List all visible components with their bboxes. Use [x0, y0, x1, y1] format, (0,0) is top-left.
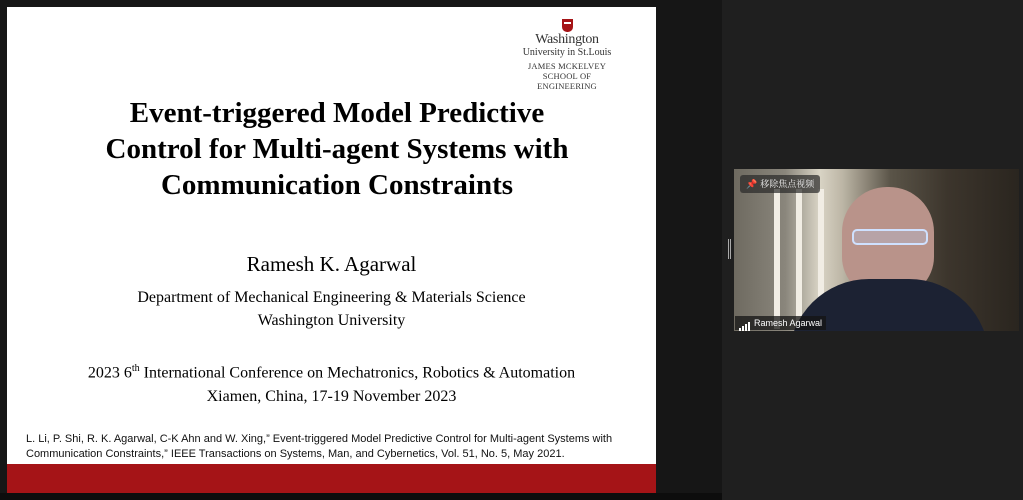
author-name: Ramesh K. Agarwal — [246, 252, 417, 276]
conference-ordinal: th — [131, 363, 140, 374]
participant-name-tag — [735, 316, 826, 330]
logo-line-3: JAMES MCKELVEY — [527, 61, 607, 71]
logo-line-1: Washington — [535, 32, 599, 47]
conference-info — [7, 357, 656, 409]
university-logo — [512, 19, 622, 91]
slide-title — [47, 95, 627, 203]
affiliation — [7, 286, 656, 332]
participant-name: Ramesh Agarwal — [754, 318, 823, 328]
pin-icon: 📌 — [746, 179, 758, 189]
conference-location: Xiamen, China, 17-19 November 2023 — [206, 388, 457, 406]
conference-year: 2023 6 — [87, 364, 132, 382]
glasses — [852, 229, 928, 245]
footer-bar — [7, 464, 656, 493]
unpin-video-button[interactable] — [740, 175, 820, 193]
conference-title: International Conference on Mechatronics, Robotics & Automation — [139, 364, 576, 382]
reference-citation — [26, 432, 646, 462]
affiliation-line: Washington University — [257, 312, 406, 329]
presentation-slide — [7, 7, 656, 493]
conference-name — [7, 357, 656, 385]
reference-line: Communication Constraints,” IEEE Transactions on Systems, Man, and Cybernetics, Vol. 51, No. 5, May 2021. — [26, 448, 565, 460]
title-line: Control for Multi-agent Systems with — [105, 133, 569, 165]
pin-label: 移除焦点视频 — [760, 179, 815, 189]
title-line: Communication Constraints — [160, 169, 514, 201]
title-line: Event-triggered Model Predictive — [129, 97, 545, 129]
logo-line-4: SCHOOL OF ENGINEERING — [537, 71, 597, 91]
participant-video[interactable] — [734, 169, 1019, 331]
bottom-strip — [0, 493, 722, 500]
shield-icon — [562, 19, 573, 32]
logo-line-2: University in St.Louis — [522, 47, 612, 58]
reference-line: L. Li, P. Shi, R. K. Agarwal, C-K Ahn and W. Xing,” Event-triggered Model Predictive Control for Multi-agent Systems with — [26, 433, 613, 445]
stair-rail — [774, 189, 780, 329]
affiliation-line: Department of Mechanical Engineering & Materials Science — [137, 289, 526, 306]
signal-bars-icon — [739, 317, 751, 331]
resize-handle[interactable] — [728, 239, 731, 259]
stair-rail — [796, 189, 802, 329]
